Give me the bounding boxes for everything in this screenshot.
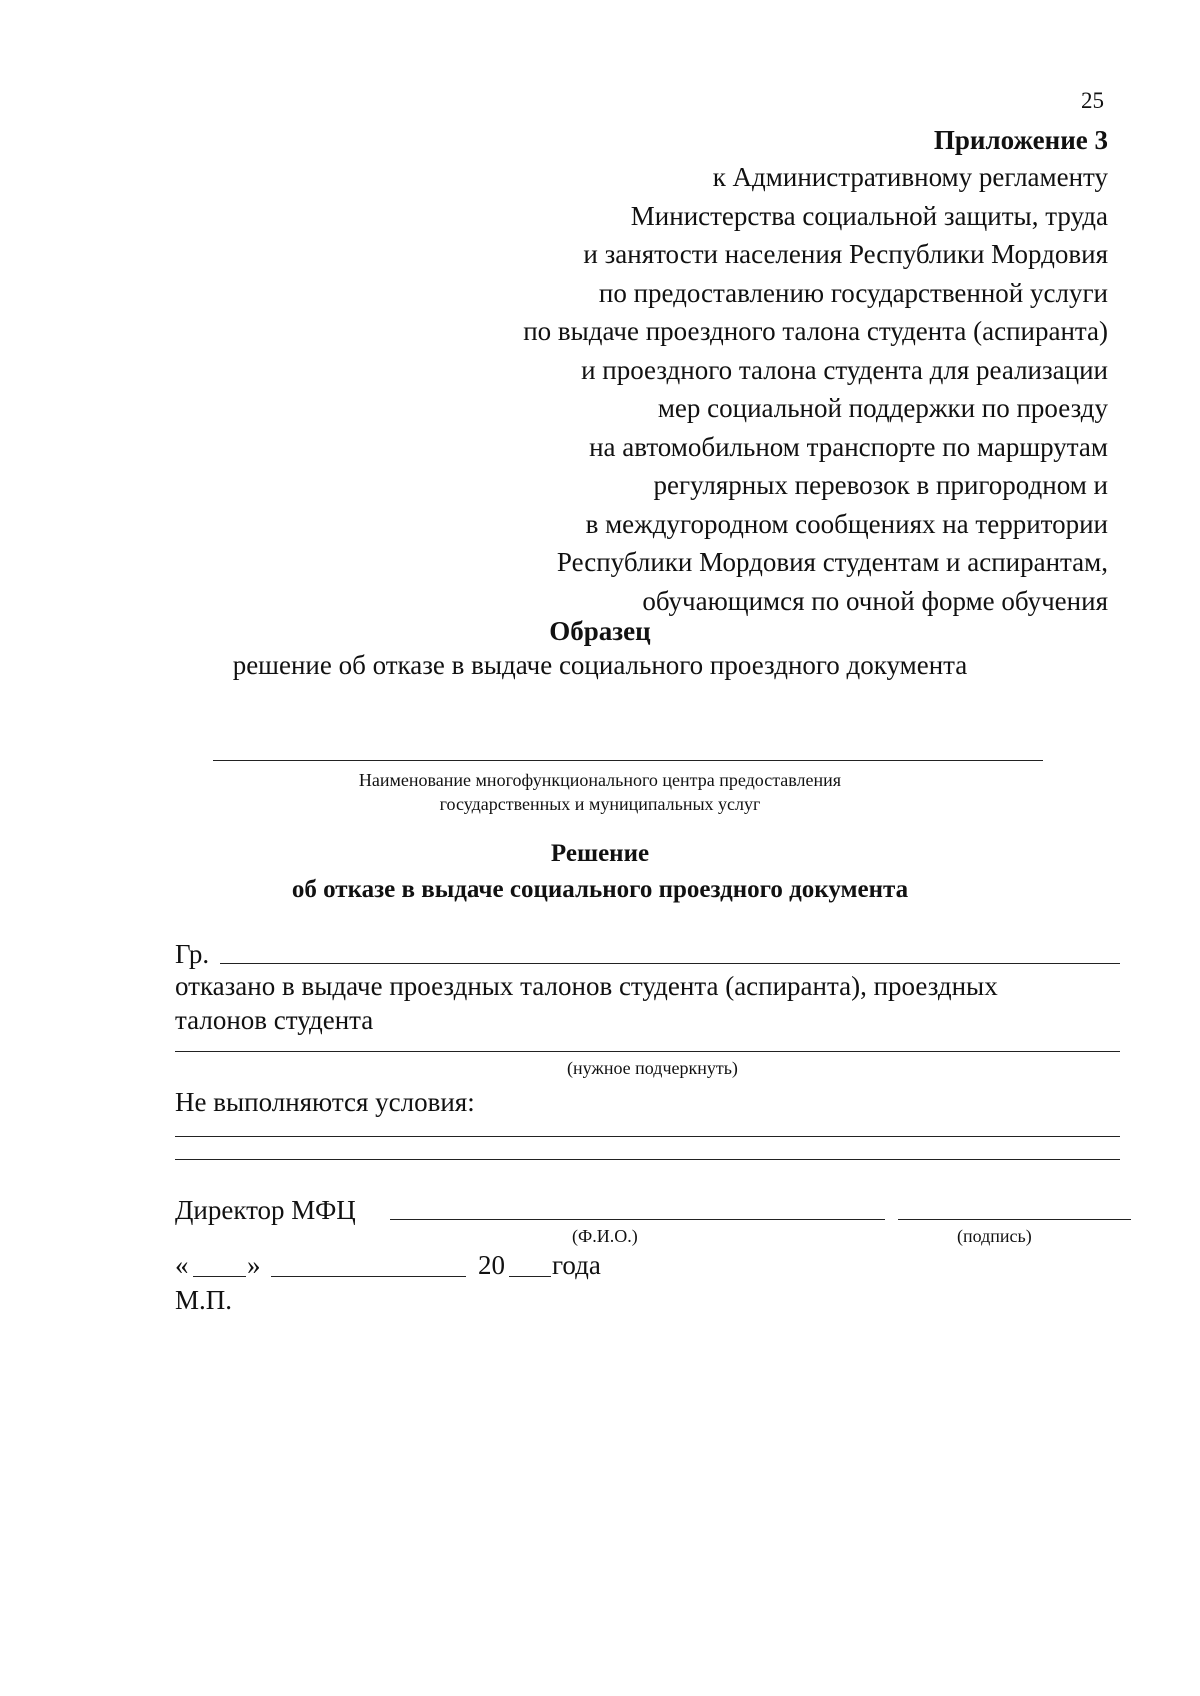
director-name-line	[390, 1219, 885, 1220]
appendix-line: в междугородном сообщениях на территории	[585, 508, 1108, 539]
mfc-caption-line: Наименование многофункционального центра предоставления	[358, 770, 842, 790]
signature-caption: (подпись)	[957, 1226, 1032, 1246]
stamp-label: М.П.	[175, 1285, 233, 1315]
year-line	[509, 1276, 551, 1277]
sample-title: Образец	[549, 616, 651, 646]
date-open-quote: «	[175, 1250, 189, 1280]
appendix-line: на автомобильном транспорте по маршрутам	[589, 431, 1108, 462]
citizen-name-line	[220, 963, 1120, 964]
underline-caption: (нужное подчеркнуть)	[567, 1058, 738, 1078]
fio-caption: (Ф.И.О.)	[572, 1226, 638, 1246]
document-type-line	[175, 1051, 1120, 1052]
decision-subtitle: об отказе в выдаче социального проездного документа	[291, 876, 909, 903]
appendix-line: по выдаче проездного талона студента (аспиранта)	[523, 316, 1108, 346]
mfc-name-line	[213, 760, 1043, 761]
appendix-line: обучающимся по очной форме обучения	[642, 585, 1108, 616]
appendix-line: мер социальной поддержки по проезду	[657, 393, 1108, 423]
refusal-text-line1: отказано в выдаче проездных талонов студента (аспиранта), проездных	[175, 971, 998, 1001]
director-label: Директор МФЦ	[175, 1195, 356, 1225]
mfc-caption-line: государственных и муниципальных услуг	[439, 794, 761, 814]
conditions-line	[175, 1136, 1120, 1137]
conditions-label: Не выполняются условия:	[175, 1087, 475, 1117]
year-suffix: года	[552, 1250, 601, 1280]
year-prefix: 20	[478, 1250, 505, 1280]
appendix-title: Приложение 3	[933, 125, 1108, 155]
date-close-quote: »	[247, 1250, 261, 1280]
signature-line	[898, 1219, 1131, 1220]
date-day-line	[193, 1276, 246, 1277]
appendix-line: по предоставлению государственной услуги	[598, 277, 1108, 308]
appendix-line: и занятости населения Республики Мордовия	[583, 239, 1108, 269]
decision-title: Решение	[550, 840, 650, 867]
citizen-label: Гр.	[175, 939, 210, 969]
appendix-line: к Административному регламенту	[712, 162, 1108, 192]
sample-subtitle: решение об отказе в выдаче социального проездного документа	[232, 650, 968, 680]
appendix-line: Республики Мордовия студентам и аспирантам,	[556, 547, 1108, 577]
date-month-line	[271, 1276, 466, 1277]
mfc-caption	[0, 768, 1200, 816]
appendix-line: Министерства социальной защиты, труда	[630, 200, 1108, 231]
page-number: 25	[1081, 88, 1104, 113]
appendix-line: регулярных перевозок в пригородном и	[653, 470, 1108, 500]
appendix-line: и проездного талона студента для реализации	[581, 354, 1108, 385]
appendix-header	[388, 124, 1108, 620]
refusal-text-line2: талонов студента	[175, 1005, 374, 1035]
conditions-line	[175, 1159, 1120, 1160]
